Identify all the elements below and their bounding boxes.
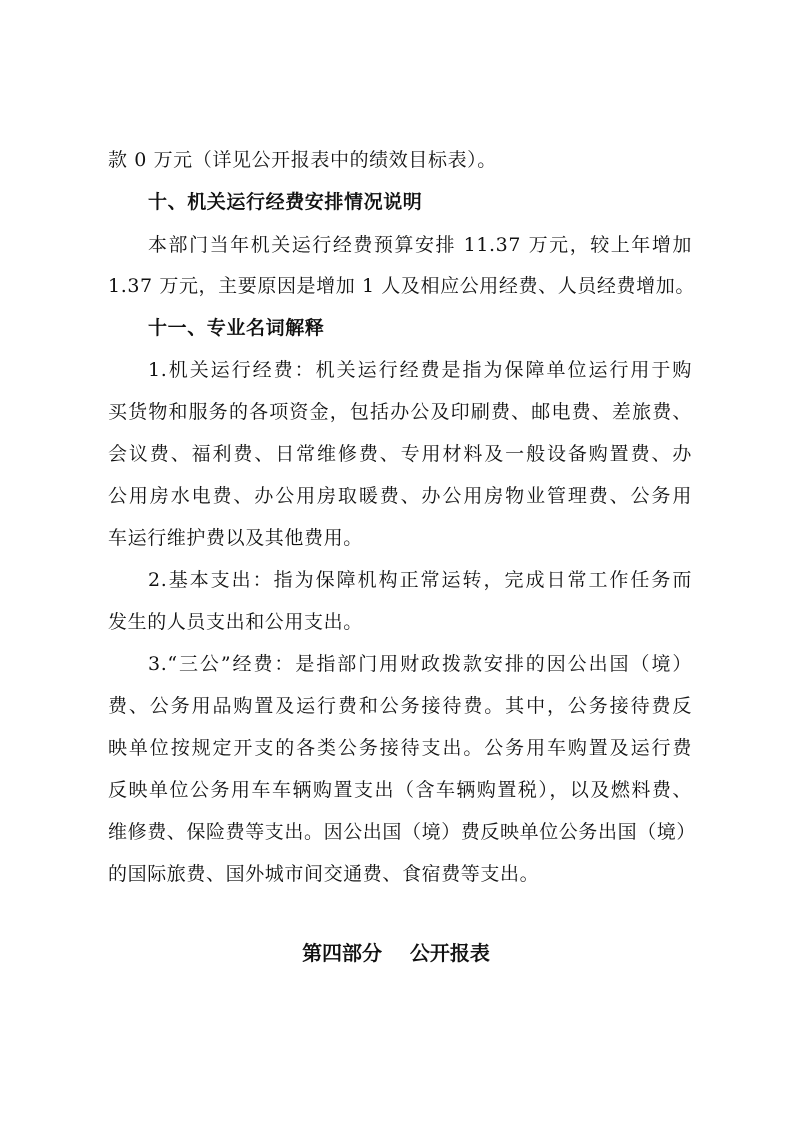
body-text-line: 本部门当年机关运行经费预算安排 11.37 万元，较上年增加 — [148, 234, 692, 256]
body-text-line: 1.37 万元，主要原因是增加 1 人及相应公用经费、人员经费增加。 — [108, 275, 695, 297]
body-text-line: 2.基本支出：指为保障机构正常运转，完成日常工作任务而 — [148, 569, 692, 591]
body-text-line: 公用房水电费、办公用房取暖费、办公用房物业管理费、公务用 — [108, 485, 692, 507]
body-text-line: 发生的人员支出和公用支出。 — [108, 611, 363, 633]
body-text-line: 1.机关运行经费：机关运行经费是指为保障单位运行用于购 — [148, 359, 692, 381]
part-title: 第四部分 公开报表 — [302, 941, 490, 965]
section-heading-11: 十一、专业名词解释 — [148, 317, 325, 339]
section-heading-10: 十、机关运行经费安排情况说明 — [148, 191, 423, 213]
body-text-line: 费、公务用品购置及运行费和公务接待费。其中，公务接待费反 — [108, 695, 692, 717]
body-text-line: 款 0 万元（详见公开报表中的绩效目标表）。 — [108, 149, 497, 171]
body-text-line: 买货物和服务的各项资金，包括办公及印刷费、邮电费、差旅费、 — [108, 401, 692, 423]
body-text-line: 反映单位公务用车车辆购置支出（含车辆购置税），以及燃料费、 — [108, 779, 692, 801]
body-text-line: 车运行维护费以及其他费用。 — [108, 527, 363, 549]
body-text-line: 会议费、福利费、日常维修费、专用材料及一般设备购置费、办 — [108, 443, 692, 465]
body-text-line: 映单位按规定开支的各类公务接待支出。公务用车购置及运行费 — [108, 737, 692, 759]
body-text-line: 维修费、保险费等支出。因公出国（境）费反映单位公务出国（境） — [108, 821, 697, 843]
body-text-line: 3.“三公”经费：是指部门用财政拨款安排的因公出国（境） — [148, 653, 692, 675]
body-text-line: 的国际旅费、国外城市间交通费、食宿费等支出。 — [108, 863, 540, 885]
